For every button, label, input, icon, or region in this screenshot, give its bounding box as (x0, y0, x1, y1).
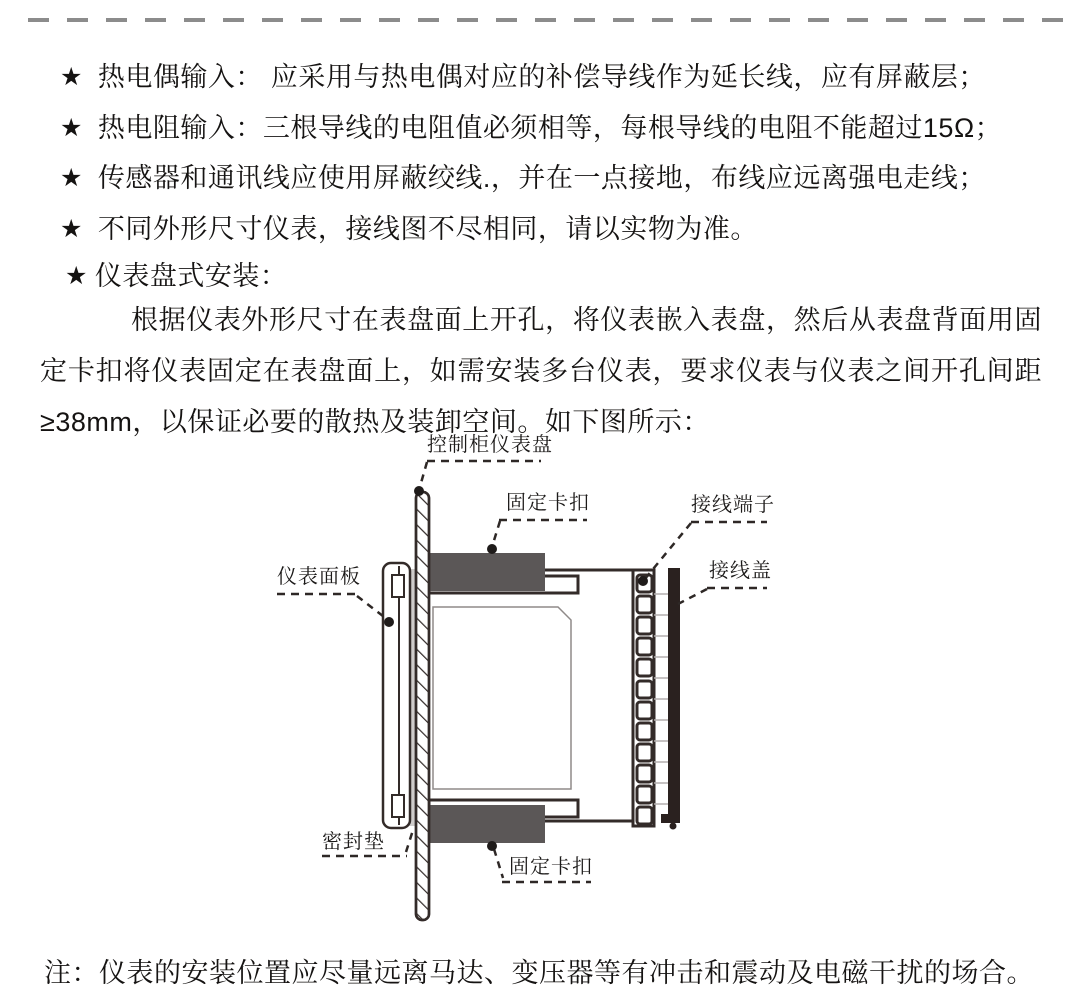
terminal-strip (633, 570, 668, 826)
star-icon: ★ (60, 164, 83, 192)
fixing-clip-bottom (429, 805, 545, 843)
terminal-wires (654, 594, 668, 804)
installation-note: 注：仪表的安装位置应尽量远离马达、变压器等有冲击和震动及电磁干扰的场合。 (44, 958, 1034, 988)
installation-paragraph: 根据仪表外形尺寸在表盘面上开孔，将仪表嵌入表盘，然后从表盘背面用固定卡扣将仪表固定在表盘面上，如需安装多台仪表，要求仪表与仪表之间开孔间距≥38mm，以保证必要的散热及装卸空间。如下图所示： (40, 305, 1042, 437)
label-cabinet-panel: 控制柜仪表盘 (427, 434, 553, 456)
bullet-text: 不同外形尺寸仪表，接线图不尽相同，请以实物为准。 (97, 214, 758, 244)
label-wiring-cover: 接线盖 (709, 560, 772, 582)
bullet-text: 热电阻输入：三根导线的电阻值必须相等，每根导线的电阻不能超过15Ω； (97, 113, 1003, 143)
bullet-text: 仪表盘式安装： (94, 261, 288, 291)
bullet-text: 传感器和通讯线应使用屏蔽绞线.，并在一点接地，布线应远离强电走线； (97, 163, 986, 193)
bullet-text: 热电偶输入： 应采用与热电偶对应的补偿导线作为延长线，应有屏蔽层； (97, 62, 986, 92)
label-terminal-block: 接线端子 (691, 494, 775, 516)
star-icon: ★ (60, 114, 83, 142)
label-front-panel: 仪表面板 (277, 566, 361, 588)
star-icon: ★ (60, 63, 83, 91)
fixing-clip-top (429, 553, 545, 591)
star-icon: ★ (65, 262, 88, 290)
label-sealing-gasket: 密封垫 (322, 831, 385, 853)
instrument-inner-block (433, 607, 571, 789)
front-bezel (383, 563, 410, 828)
cabinet-panel-bar (416, 492, 429, 920)
label-fixing-clip-bottom: 固定卡扣 (509, 856, 593, 878)
star-icon: ★ (60, 215, 83, 243)
label-fixing-clip-top: 固定卡扣 (506, 492, 590, 514)
